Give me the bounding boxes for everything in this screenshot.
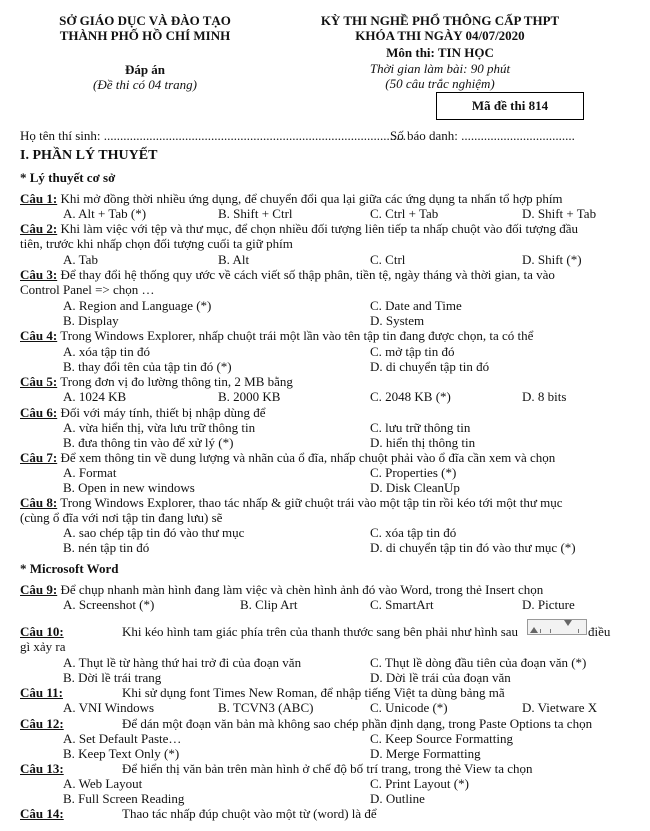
- q9-option-b: B. Clip Art: [240, 597, 298, 612]
- ruler-tick: [540, 629, 541, 633]
- section-part1: I. PHẦN LÝ THUYẾT: [20, 148, 158, 163]
- q5-option-d: D. 8 bits: [522, 389, 567, 404]
- q9-option-d: D. Picture: [522, 597, 575, 612]
- question-2-cont: tiên, trước khi nhấp chọn đối tượng cuối ta giữ phím: [20, 236, 293, 251]
- q3-option-a: A. Region and Language (*): [63, 298, 212, 313]
- q4-option-a: A. xóa tập tin đó: [63, 344, 151, 359]
- q13-option-d: D. Outline: [370, 791, 425, 806]
- question-label: Câu 4:: [20, 328, 58, 343]
- q8-option-a: A. sao chép tập tin đó vào thư mục: [63, 525, 245, 540]
- q7-option-b: B. Open in new windows: [63, 480, 195, 495]
- time-limit: Thời gian làm bài: 90 phút: [369, 61, 511, 76]
- question-text: Trong Windows Explorer, nhấp chuột trái một lần vào tên tập tin đang được chọn, ta có thể: [57, 328, 534, 343]
- question-13-label: [20, 761, 64, 777]
- question-text: Trong đơn vị đo lường thông tin, 2 MB bằng: [57, 374, 293, 389]
- page-count: (Đề thi có 04 trang): [93, 77, 197, 92]
- q5-option-a: A. 1024 KB: [63, 389, 127, 404]
- q8-option-d: D. di chuyển tập tin đó vào thư mục (*): [370, 540, 576, 555]
- exam-date: KHÓA THI NGÀY 04/07/2020: [355, 28, 525, 43]
- question-label: Câu 13:: [20, 761, 64, 776]
- q5-option-c: C. 2048 KB (*): [370, 389, 451, 404]
- question-label: Câu 7:: [20, 450, 58, 465]
- question-count: (50 câu trắc nghiệm): [385, 76, 495, 91]
- candidate-id-line: Số báo danh: ...................................: [390, 128, 575, 143]
- question-10-cont: gì xảy ra: [20, 639, 66, 654]
- q6-option-c: C. lưu trữ thông tin: [370, 420, 471, 435]
- section-microsoft-word: * Microsoft Word: [20, 561, 119, 576]
- question-label: Câu 8:: [20, 495, 58, 510]
- q11-option-c: C. Unicode (*): [370, 700, 448, 715]
- q3-option-b: B. Display: [63, 313, 119, 328]
- section-basic-theory: * Lý thuyết cơ sở: [20, 170, 116, 185]
- hanging-indent-marker: [530, 627, 538, 633]
- q2-option-b: B. Alt: [218, 252, 250, 267]
- question-3: [20, 267, 555, 283]
- q3-option-d: D. System: [370, 313, 425, 328]
- question-8: [20, 495, 563, 511]
- q7-option-a: A. Format: [63, 465, 117, 480]
- q13-option-a: A. Web Layout: [63, 776, 143, 791]
- q4-option-c: C. mở tập tin đó: [370, 344, 455, 359]
- q13-option-b: B. Full Screen Reading: [63, 791, 185, 806]
- question-14-label: [20, 806, 64, 822]
- question-label: Câu 11:: [20, 685, 63, 700]
- q8-option-b: B. nén tập tin đó: [63, 540, 150, 555]
- q6-option-d: D. hiển thị thông tin: [370, 435, 476, 450]
- question-10-text-end: điều: [588, 624, 611, 639]
- q1-option-c: C. Ctrl + Tab: [370, 206, 439, 221]
- question-5: [20, 374, 293, 390]
- answer-key-label: Đáp án: [124, 62, 166, 77]
- question-label: Câu 6:: [20, 405, 58, 420]
- question-label: Câu 9:: [20, 582, 58, 597]
- q1-option-a: A. Alt + Tab (*): [63, 206, 147, 221]
- question-10-label: [20, 624, 64, 640]
- question-14-text: Thao tác nhấp đúp chuột vào một từ (word) là để: [122, 806, 377, 821]
- q9-option-a: A. Screenshot (*): [63, 597, 155, 612]
- question-2: [20, 221, 578, 237]
- question-text: Khi mở đồng thời nhiều ứng dụng, để chuyển đổi qua lại giữa các ứng dụng ta nhấn tổ hợp phím: [57, 191, 563, 206]
- question-12-text: Để dán một đoạn văn bản mà không sao chép phần định dạng, trong Paste Options ta chọn: [122, 716, 593, 731]
- q11-option-d: D. Vietware X: [522, 700, 598, 715]
- question-text: Trong Windows Explorer, thao tác nhấp & giữ chuột trái vào một tập tin rồi kéo tới một thư mục: [57, 495, 563, 510]
- q13-option-c: C. Print Layout (*): [370, 776, 469, 791]
- q1-option-d: D. Shift + Tab: [522, 206, 597, 221]
- subject: Môn thi: TIN HỌC: [386, 45, 494, 60]
- q10-option-c: C. Thụt lề dòng đầu tiên của đoạn văn (*): [370, 655, 587, 670]
- question-text: Đối với máy tính, thiết bị nhập dùng để: [57, 405, 266, 420]
- q2-option-d: D. Shift (*): [522, 252, 582, 267]
- question-8-cont: (cùng ổ đĩa với nơi tập tin đang lưu) sẽ: [20, 510, 223, 525]
- question-10-text: Khi kéo hình tam giác phía trên của thanh thước sang bên phải như hình sau: [122, 624, 519, 639]
- question-3-cont: Control Panel => chọn …: [20, 282, 155, 297]
- q11-option-b: B. TCVN3 (ABC): [218, 700, 314, 715]
- ruler-tick: [578, 629, 579, 633]
- candidate-name-line: Họ tên thí sinh: .............................................................................................: [20, 128, 407, 143]
- question-9: [20, 582, 543, 598]
- q12-option-d: D. Merge Formatting: [370, 746, 481, 761]
- exam-title: KỲ THI NGHỀ PHỔ THÔNG CẤP THPT: [320, 13, 560, 28]
- question-label: Câu 12:: [20, 716, 64, 731]
- ruler-tick: [550, 629, 551, 633]
- question-1: [20, 191, 563, 207]
- question-4: [20, 328, 533, 344]
- question-12-label: [20, 716, 64, 732]
- question-label: Câu 10:: [20, 624, 64, 639]
- q5-option-b: B. 2000 KB: [218, 389, 281, 404]
- q10-option-b: B. Dời lề trái trang: [63, 670, 162, 685]
- question-6: [20, 405, 266, 421]
- question-text: Khi làm việc với tệp và thư mục, để chọn nhiều đối tượng liên tiếp ta nhấp chuột vào đối tượng đầu: [57, 221, 579, 236]
- q9-option-c: C. SmartArt: [370, 597, 434, 612]
- q12-option-b: B. Keep Text Only (*): [63, 746, 180, 761]
- department-name: SỞ GIÁO DỤC VÀ ĐÀO TẠO: [59, 13, 231, 28]
- city-name: THÀNH PHỐ HỒ CHÍ MINH: [59, 28, 231, 43]
- q12-option-c: C. Keep Source Formatting: [370, 731, 513, 746]
- q6-option-b: B. đưa thông tin vào để xử lý (*): [63, 435, 234, 450]
- q11-option-a: A. VNI Windows: [63, 700, 155, 715]
- q12-option-a: A. Set Default Paste…: [63, 731, 182, 746]
- question-label: Câu 3:: [20, 267, 58, 282]
- q2-option-a: A. Tab: [63, 252, 98, 267]
- question-text: Để chụp nhanh màn hình đang làm việc và chèn hình ảnh đó vào Word, trong thẻ Insert chọn: [57, 582, 544, 597]
- q1-option-b: B. Shift + Ctrl: [218, 206, 293, 221]
- question-text: Để xem thông tin về dung lượng và nhãn của ổ đĩa, nhấp chuột phải vào ổ đĩa cần xem và chọn: [57, 450, 556, 465]
- q4-option-d: D. di chuyển tập tin đó: [370, 359, 490, 374]
- question-label: Câu 5:: [20, 374, 58, 389]
- q7-option-c: C. Properties (*): [370, 465, 457, 480]
- q10-option-a: A. Thụt lề từ hàng thứ hai trở đi của đoạn văn: [63, 655, 302, 670]
- q7-option-d: D. Disk CleanUp: [370, 480, 460, 495]
- q6-option-a: A. vừa hiển thị, vừa lưu trữ thông tin: [63, 420, 256, 435]
- question-label: Câu 1:: [20, 191, 58, 206]
- question-11-text: Khi sử dụng font Times New Roman, để nhập tiếng Việt ta dùng bảng mã: [122, 685, 505, 700]
- exam-code-box: Mã đề thi 814: [436, 92, 584, 120]
- q10-option-d: D. Dời lề trái của đoạn văn: [370, 670, 511, 685]
- ruler-image: [527, 619, 587, 635]
- q8-option-c: C. xóa tập tin đó: [370, 525, 457, 540]
- question-label: Câu 14:: [20, 806, 64, 821]
- q4-option-b: B. thay đổi tên của tập tin đó (*): [63, 359, 232, 374]
- question-7: [20, 450, 555, 466]
- question-text: Để thay đổi hệ thống quy ước về cách viết số thập phân, tiền tệ, ngày tháng và thời gian, ta vào: [57, 267, 555, 282]
- q2-option-c: C. Ctrl: [370, 252, 406, 267]
- question-11-label: [20, 685, 63, 701]
- q3-option-c: C. Date and Time: [370, 298, 462, 313]
- question-label: Câu 2:: [20, 221, 58, 236]
- first-line-indent-marker: [564, 620, 572, 626]
- question-13-text: Để hiển thị văn bản trên màn hình ở chế độ bố trí trang, trong thẻ View ta chọn: [122, 761, 533, 776]
